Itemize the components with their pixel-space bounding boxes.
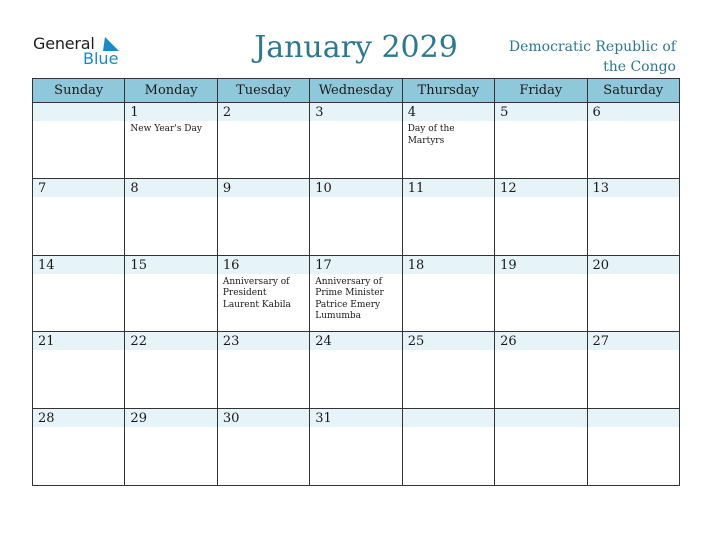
day-cell — [495, 179, 587, 254]
day-cell — [403, 256, 495, 331]
day-cell — [33, 103, 125, 178]
day-cell — [33, 332, 125, 407]
day-number: 15 — [130, 257, 147, 273]
day-cell — [218, 332, 310, 407]
day-cell — [310, 256, 402, 331]
day-number: 30 — [222, 410, 240, 426]
day-cell — [218, 179, 310, 254]
day-number: 10 — [315, 181, 332, 197]
day-cell — [125, 256, 217, 331]
day-cell — [218, 256, 310, 331]
day-cell — [495, 409, 587, 485]
day-number: 26 — [500, 334, 517, 350]
day-cell — [495, 256, 587, 331]
day-number: 24 — [315, 334, 332, 350]
day-cell — [33, 179, 125, 254]
day-number: 16 — [222, 257, 240, 273]
day-cell — [588, 256, 679, 331]
day-number: 1 — [130, 105, 139, 120]
day-cell — [125, 103, 217, 178]
day-cell — [495, 332, 587, 407]
day-cell — [310, 103, 402, 178]
day-number: 20 — [592, 257, 610, 273]
day-cell — [33, 256, 125, 331]
day-number: 29 — [130, 410, 147, 426]
day-cell — [403, 103, 495, 178]
weekday-thursday: Thursday — [403, 79, 495, 102]
day-number: 13 — [592, 181, 610, 197]
day-cell — [218, 103, 310, 178]
day-cell — [403, 179, 495, 254]
day-cell — [125, 332, 217, 407]
day-cell — [403, 409, 495, 485]
weekday-tuesday: Tuesday — [218, 79, 310, 102]
day-cell — [495, 103, 587, 178]
week-row — [33, 332, 679, 408]
day-cell — [33, 409, 125, 485]
day-number: 31 — [315, 410, 332, 426]
day-number: 6 — [592, 105, 601, 120]
week-row — [33, 103, 679, 179]
day-cell — [310, 332, 402, 407]
day-number: 4 — [407, 105, 416, 120]
day-cell — [125, 179, 217, 254]
day-number: 28 — [38, 410, 55, 426]
logo-general-text: General — [33, 34, 95, 53]
page-title: January 2029 — [254, 30, 458, 65]
weekday-monday: Monday — [125, 79, 217, 102]
day-cell — [218, 409, 310, 485]
day-number: 22 — [130, 334, 147, 350]
day-number: 5 — [500, 105, 509, 120]
holiday-label: Day of the Martyrs — [407, 124, 455, 146]
weekday-header — [33, 79, 679, 103]
country-name — [476, 37, 676, 77]
day-number: 2 — [222, 105, 232, 120]
day-number: 25 — [407, 334, 425, 350]
day-number: 11 — [407, 181, 425, 197]
calendar-grid — [32, 78, 680, 486]
day-number: 21 — [38, 334, 55, 350]
week-row — [33, 409, 679, 485]
day-cell — [310, 409, 402, 485]
day-cell — [403, 332, 495, 407]
day-number: 23 — [222, 334, 240, 350]
day-cell — [310, 179, 402, 254]
day-number: 18 — [407, 257, 425, 273]
holiday-label: New Year's Day — [130, 124, 202, 134]
weekday-wednesday: Wednesday — [310, 79, 402, 102]
holiday-label: Anniversary of President Laurent Kabila — [222, 276, 291, 310]
day-cell — [588, 332, 679, 407]
logo-blue-text: Blue — [83, 49, 119, 68]
week-row — [33, 179, 679, 255]
day-number: 17 — [315, 257, 332, 273]
weekday-friday: Friday — [495, 79, 587, 102]
weekday-saturday: Saturday — [603, 83, 664, 98]
holiday-label: Anniversary of Prime Minister Patrice Emery Lumumba — [315, 276, 384, 322]
day-number: 9 — [222, 181, 232, 197]
country-line-1: Democratic Republic of — [508, 39, 676, 55]
day-number: 19 — [500, 257, 517, 273]
weekday-sunday: Sunday — [33, 79, 125, 102]
day-cell — [125, 409, 217, 485]
day-cell — [588, 409, 679, 485]
day-number: 12 — [500, 181, 517, 197]
day-number: 27 — [592, 334, 610, 350]
country-line-2: the Congo — [603, 59, 676, 75]
week-row — [33, 256, 679, 332]
day-number: 7 — [38, 181, 47, 197]
day-cell — [588, 179, 679, 254]
day-number: 8 — [130, 181, 139, 197]
day-number: 14 — [38, 257, 55, 273]
day-number: 3 — [315, 105, 324, 120]
day-cell — [588, 103, 679, 178]
